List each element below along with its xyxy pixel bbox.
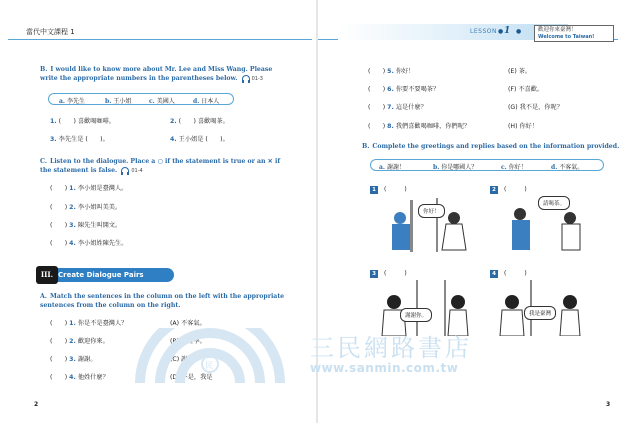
watermark-url: www.sanmin.com.tw <box>310 361 459 375</box>
a-answer-c: (C) 謝謝。 <box>170 356 200 363</box>
option-b: b. 你是哪國人？ <box>433 164 478 171</box>
b-item-3[interactable]: 3. 李先生是 ( )。 <box>50 136 109 143</box>
option-a: a. 謝謝！ <box>379 164 405 171</box>
b-item-2[interactable]: 2. ( ) 喜歡喝茶。 <box>170 118 229 125</box>
dialogue-illustration <box>490 184 590 252</box>
c-item-1[interactable]: ( ) 1. 李小姐是臺灣人。 <box>50 185 128 192</box>
watermark-seal: 民 <box>205 361 213 370</box>
lesson-title-en: Welcome to Taiwan! <box>538 34 595 40</box>
a-item-5[interactable]: ( ) 5. 你好！ <box>368 68 415 75</box>
picture-2: 2 ( ) 請喝茶。 <box>490 184 590 252</box>
option-c: c. 美國人 <box>149 98 175 105</box>
greetings-options-bar <box>370 159 604 171</box>
a-item-1[interactable]: ( ) 1. 你是不是臺灣人？ <box>50 320 128 327</box>
lesson-number: 1 <box>504 26 511 36</box>
a-item-2[interactable]: ( ) 2. 歡迎你來。 <box>50 338 109 345</box>
left-header <box>8 24 312 40</box>
section-b2-instruction: B. Complete the greetings and replies based on the information provided. <box>362 143 620 150</box>
section-iii-badge: III. <box>36 266 58 284</box>
left-page <box>0 0 317 423</box>
speech-bubble: 謝謝你。 <box>400 308 432 322</box>
page-number-right: 3 <box>606 401 611 408</box>
audio-icon[interactable] <box>121 167 129 173</box>
page-number-left: 2 <box>34 401 39 408</box>
a-item-7[interactable]: ( ) 7. 這是什麼？ <box>368 104 427 111</box>
section-b-instruction: B. I would like to know more about Mr. Lee and Miss Wang. Please write the appropriate numbers in the parentheses below. 01-3 <box>40 66 273 82</box>
section-a-instruction: A. Match the sentences in the column on the left with the appropriate sentences from the column on the right. <box>40 293 285 309</box>
a-item-6[interactable]: ( ) 6. 你要不要喝茶？ <box>368 86 440 93</box>
speech-bubble: 我是臺灣 <box>524 306 556 320</box>
speech-bubble: 請喝茶。 <box>538 196 570 210</box>
c-item-3[interactable]: ( ) 3. 陳先生叫開文。 <box>50 222 122 229</box>
right-header <box>318 24 618 40</box>
lesson-title-cn: 歡迎你來臺灣！ <box>538 27 577 33</box>
option-b: b. 王小姐 <box>105 98 132 105</box>
a-answer-g: (G) 我不是，你呢？ <box>508 104 563 111</box>
b-item-1[interactable]: 1. ( ) 喜歡喝咖啡。 <box>50 118 115 125</box>
book-title: 當代中文課程 1 <box>26 28 75 36</box>
lesson-label: LESSON <box>470 28 497 35</box>
dialogue-illustration <box>370 268 470 336</box>
a-answer-f: (F) 不喜歡。 <box>508 86 544 93</box>
picture-3: 3 ( ) 謝謝你。 <box>370 268 470 336</box>
option-d: d. 不客氣。 <box>551 164 584 171</box>
audio-icon[interactable] <box>242 75 250 81</box>
option-c: c. 你好！ <box>501 164 527 171</box>
lesson-title-box <box>534 25 614 42</box>
picture-4: 4 ( ) 我是臺灣 <box>490 268 590 336</box>
options-bar <box>48 93 234 105</box>
bullet-icon: ● <box>516 28 522 35</box>
watermark-text: 三民網路書店 <box>310 334 472 362</box>
bullet-icon: ● <box>498 28 504 35</box>
a-answer-a: (A) 不客氣。 <box>170 320 206 327</box>
dialogue-illustration <box>490 268 590 336</box>
dialogue-illustration <box>370 184 470 252</box>
right-page <box>318 0 635 423</box>
a-item-3[interactable]: ( ) 3. 謝謝。 <box>50 356 97 363</box>
a-answer-d: (D) 不是，我是 <box>170 374 213 381</box>
section-iii-banner: Create Dialogue Pairs <box>48 268 174 282</box>
a-answer-e: (E) 茶。 <box>508 68 532 75</box>
section-c-instruction: C. Listen to the dialogue. Place a ○ if the statement is true or an ✕ if the statement is false. 01-4 <box>40 158 281 174</box>
a-answer-h: (H) 你好！ <box>508 123 539 130</box>
picture-1: 1 ( ) 你好！ <box>370 184 470 252</box>
c-item-2[interactable]: ( ) 2. 李小姐叫美美。 <box>50 204 122 211</box>
option-d: d. 日本人 <box>193 98 220 105</box>
a-item-8[interactable]: ( ) 8. 我們喜歡喝咖啡，你們呢？ <box>368 123 471 130</box>
option-a: a. 李先生 <box>59 98 85 105</box>
c-item-4[interactable]: ( ) 4. 李小姐姓陳先生。 <box>50 240 128 247</box>
a-item-4[interactable]: ( ) 4. 他姓什麼？ <box>50 374 109 381</box>
b-item-4[interactable]: 4. 王小姐是 ( )。 <box>170 136 229 143</box>
speech-bubble: 你好！ <box>418 204 445 218</box>
a-answer-b: (B) 他姓李。 <box>170 338 206 345</box>
